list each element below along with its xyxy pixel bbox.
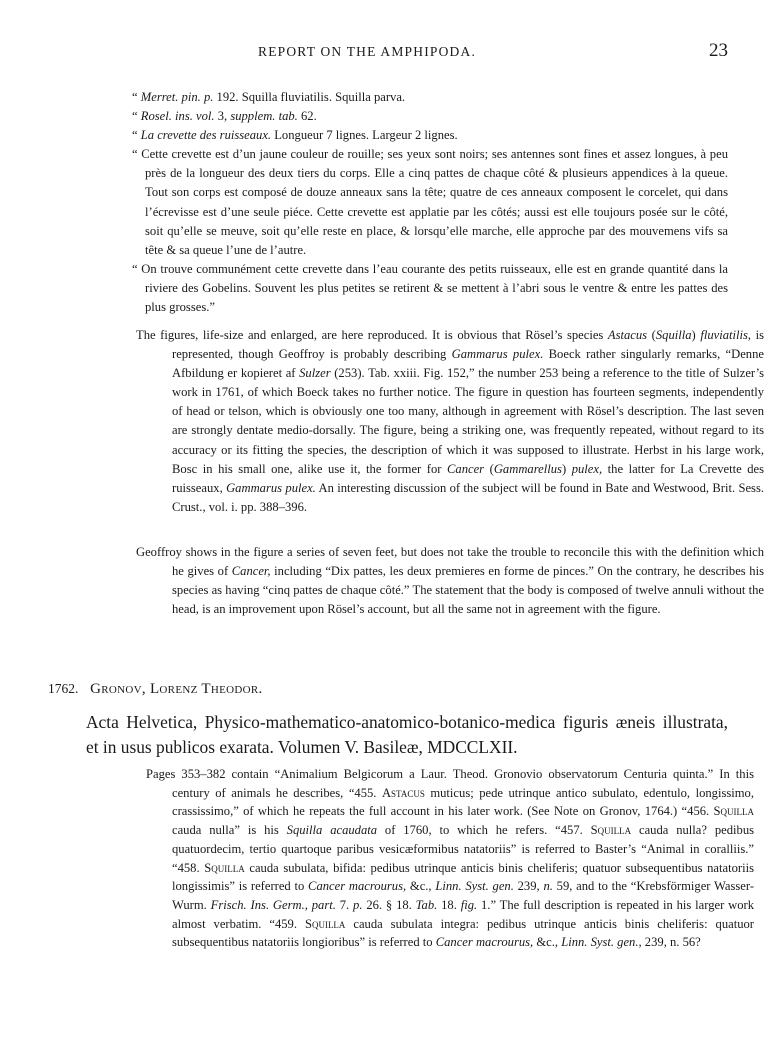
- book-title: Acta Helvetica, Physico-mathematico-anatomico-botanico-medica figuris æneis illustrata, et in usus publicos exarata. Volumen V. Basileæ, MDCCLXII.: [86, 712, 728, 757]
- italic-span: Squilla acaudata: [286, 823, 378, 838]
- small-caps-span: Squilla: [713, 804, 754, 819]
- italic-span: Cancer macrourus,: [308, 879, 407, 894]
- running-head: REPORT ON THE AMPHIPODA.: [258, 44, 477, 59]
- pages-paragraph: Pages 353–382 contain “Animalium Belgicorum a Laur. Theod. Gronovio observatorum Centuria quinta.” In this century of animals he describes, “455. Astacus muticus; pede utrinque antico subulato, edentulo, longissimo, crassissimo,” of which he repeats the full account in his later work. (See Note on Gronov, 1764.) “456. Squilla cauda nulla” is his Squilla acaudata of 1760, to which he refers. “457. Squilla cauda nulla? pedibus quatuordecim, tertio quartoque paribus vesicæformibus natatoriis” is referred to Baster’s “Animal in coralliis.” “458. Squilla cauda subulata, bifida: pedibus utrinque anticis binis cheliferis; quatuor subsequentibus natatoriis longissimis” is referred to Cancer macrourus, &c., Linn. Syst. gen. 239, n. 59, and to the “Krebsförmiger Wasser-Wurm. Frisch. Ins. Germ., part. 7. p. 26. § 18. Tab. 18. fig. 1.” The full description is repeated in his larger work almost verbatim. “459. Squilla cauda subulata integra: pedibus utrinque anticis binis cheliferis: quatuor subsequentibus natatoriis longioribus” is referred to Cancer macrourus, &c., Linn. Syst. gen., 239, n. 56?: [146, 767, 755, 950]
- quoted-description-block: [132, 88, 728, 317]
- small-caps-span: Squilla: [304, 916, 346, 931]
- italic-span: Cancer macrourus,: [435, 935, 534, 950]
- italic-span: Cancer,: [231, 564, 271, 579]
- quote-paragraph: “ On trouve communément cette crevette dans l’eau courante des petits ruisseaux, elle est en grande quantité dans la riviere des Gobelins. Souvent les plus petites se retirent & se mettent à l’abri sous le ventre & entre les pattes des plus grosses.”: [132, 261, 728, 315]
- italic-span: Gammarellus: [493, 461, 562, 476]
- italic-span: Gammarus pulex.: [226, 480, 316, 495]
- commentary-paragraph-geoffroy: Geoffroy shows in the figure a series of seven feet, but does not take the trouble to reconcile this with the definition which he gives of Cancer, including “Dix pattes, les deux premieres en forme de pinces.” On the contrary, he describes his species as having “cinq pattes de chaque côté.” The statement that the body is composed of twelve annuli without the head, is an improvement upon Rösel’s account, but all the same not in agreement with the figure.: [136, 545, 764, 617]
- commentary-paragraph-figures: The figures, life-size and enlarged, are here reproduced. It is obvious that Rösel’s species Astacus (Squilla) fluviatilis, is represented, though Geoffroy is probably describing Gammarus pulex. Boeck rather singularly remarks, “Denne Afbildung er kopieret af Sulzer (253). Tab. xxiii. Fig. 152,” the number 253 being a reference to the title of Sulzer’s work in 1761, of which Boeck takes no further notice. The figure in question has fourteen segments, independently of head or telson, which is obviously one too many, although in agreement with Rösel’s description. The last seven are strongly dentate medio-dorsally. The figure, being a striking one, was frequently repeated, without regard to its accuracy or its fitting the species, the description of which it was supposed to illustrate. Herbst in his large work, Bosc in his small one, alike use it, the former for Cancer (Gammarellus) pulex, the latter for La Crevette des ruisseaux, Gammarus pulex. An interesting discussion of the subject will be found in Bate and Westwood, Brit. Sess. Crust., vol. i. pp. 388–396.: [136, 328, 765, 514]
- italic-span: p.: [353, 897, 363, 912]
- entry-year: 1762.: [48, 681, 79, 696]
- italic-span: supplem. tab.: [230, 109, 298, 124]
- italic-span: Sulzer: [299, 366, 331, 381]
- small-caps-span: Squilla: [590, 823, 632, 838]
- italic-span: Squilla: [655, 328, 692, 342]
- italic-span: n.: [543, 879, 553, 894]
- small-caps-span: Squilla: [204, 860, 245, 875]
- quote-line: “ Rosel. ins. vol. 3, supplem. tab. 62.: [132, 109, 317, 124]
- entry-author: Gronov, Lorenz Theodor.: [90, 681, 263, 697]
- italic-span: Cancer: [447, 461, 485, 476]
- italic-span: pulex,: [571, 461, 603, 476]
- quote-line: “ Merret. pin. p. 192. Squilla fluviatilis. Squilla parva.: [132, 90, 406, 104]
- italic-span: Rosel. ins. vol.: [140, 109, 215, 124]
- italic-span: Tab.: [415, 897, 438, 912]
- italic-span: Gammarus pulex.: [451, 347, 544, 362]
- italic-span: La crevette des ruisseaux.: [140, 128, 272, 143]
- page-header: [0, 40, 776, 66]
- italic-span: Frisch. Ins. Germ., part.: [210, 897, 336, 912]
- italic-span: fluviatilis: [700, 328, 748, 342]
- italic-span: Astacus: [607, 328, 648, 342]
- quote-line: “ La crevette des ruisseaux. Longueur 7 lignes. Largeur 2 lignes.: [132, 128, 458, 143]
- italic-span: Linn. Syst. gen.: [435, 879, 514, 894]
- italic-span: Merret. pin. p.: [140, 90, 214, 104]
- quote-paragraph: “ Cette crevette est d’un jaune couleur de rouille; ses yeux sont noirs; ses antennes sont fines et assez longues, à peu près de la longueur des deux tiers du corps. Elle a cinq pattes de chaque côté & plusieurs appendices à la queue. Tout son corps est composé de douze anneaux sans la tête; quatre de ces anneaux composent le corcelet, qui dans l’écrevisse est d’une seule piéce. Cette crevette est applatie par les côtés; aussi est elle toujours posée sur le côté, soit qu’elle se meuve, soit qu’elle reste en place, & lorsqu’elle marche, elle approche par des mouvemens vifs sa tête & sa queue l’une de l’autre.: [132, 147, 728, 257]
- italic-span: fig.: [460, 897, 478, 912]
- page-number: 23: [709, 40, 728, 61]
- small-caps-span: MDCCLXII.: [427, 737, 518, 757]
- italic-span: Linn. Syst. gen.,: [561, 935, 642, 950]
- small-caps-span: Astacus: [381, 785, 425, 800]
- bibliography-entry-heading: [48, 678, 728, 700]
